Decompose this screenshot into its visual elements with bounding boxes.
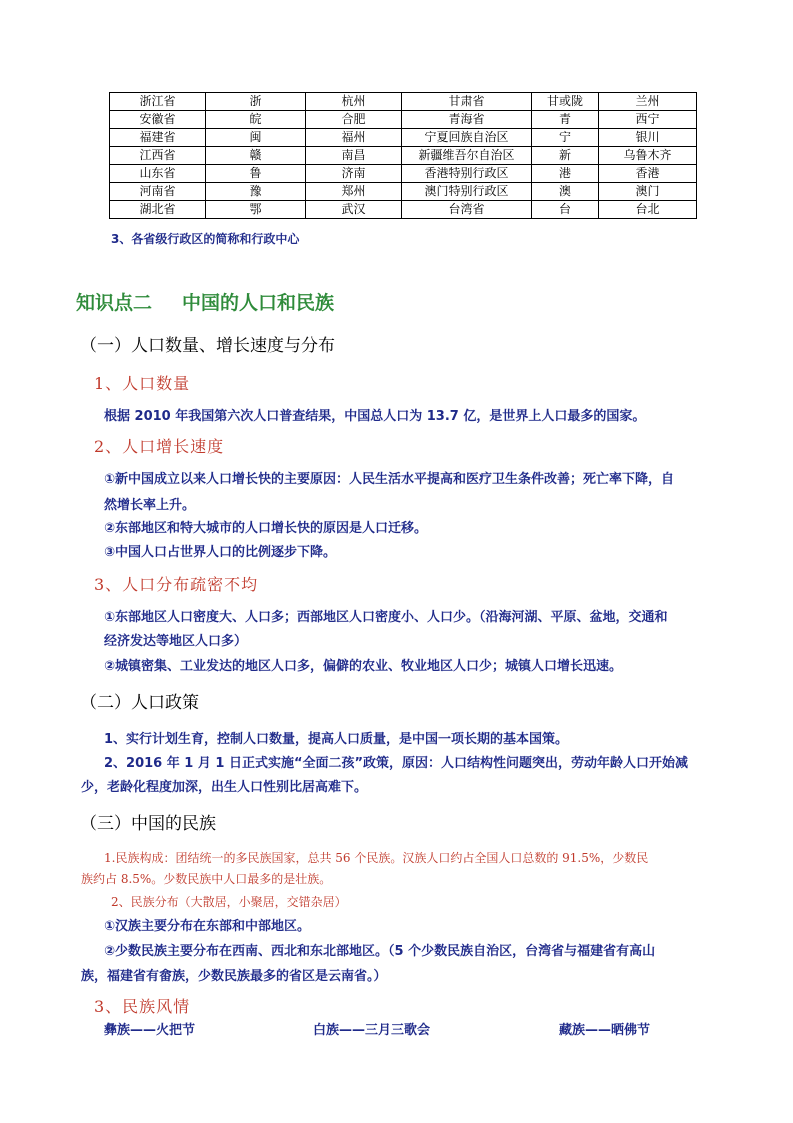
part1-sub3-line3: ②城镇密集、工业发达的地区人口多，偏僻的农业、牧业地区人口少；城镇人口增长迅速。 bbox=[104, 659, 623, 674]
table-row bbox=[110, 111, 697, 129]
part1-sub3-heading: 3、人口分布疏密不均 bbox=[94, 575, 259, 594]
table-cell: 甘肃省 bbox=[402, 93, 532, 111]
custom-bai: 白族——三月三歌会 bbox=[313, 1023, 431, 1038]
part1-sub3-line1: ①东部地区人口密度大、人口多；西部地区人口密度小、人口少。（沿海河湖、平原、盆地，交通和 bbox=[104, 610, 668, 625]
table-cell: 宁 bbox=[532, 129, 599, 147]
part2-line3: 少，老龄化程度加深，出生人口性别比居高难下。 bbox=[81, 780, 368, 795]
table-cell: 浙江省 bbox=[110, 93, 206, 111]
part1-sub2-heading: 2、人口增长速度 bbox=[94, 437, 225, 456]
table-cell: 福州 bbox=[306, 129, 402, 147]
table-cell: 银川 bbox=[599, 129, 697, 147]
part3-ethnic-line1: 1.民族构成：团结统一的多民族国家，总共 56 个民族。汉族人口约占全国人口总数的 91.5%，少数民 bbox=[104, 851, 649, 865]
table-cell: 香港 bbox=[599, 165, 697, 183]
part1-sub3-line2: 经济发达等地区人口多） bbox=[104, 634, 248, 649]
table-cell: 杭州 bbox=[306, 93, 402, 111]
table-cell: 西宁 bbox=[599, 111, 697, 129]
part1-sub2-line1: ①新中国成立以来人口增长快的主要原因：人民生活水平提高和医疗卫生条件改善；死亡率下降，自 bbox=[104, 472, 675, 487]
part1-sub1-text: 根据 2010 年我国第六次人口普查结果，中国总人口为 13.7 亿，是世界上人口最多的国家。 bbox=[104, 409, 646, 424]
part1-sub2-line3: ②东部地区和特大城市的人口增长快的原因是人口迁移。 bbox=[104, 521, 428, 536]
table-cell: 宁夏回族自治区 bbox=[402, 129, 532, 147]
custom-zang: 藏族——晒佛节 bbox=[559, 1023, 651, 1038]
table-cell: 青 bbox=[532, 111, 599, 129]
table-cell: 甘或陇 bbox=[532, 93, 599, 111]
province-table bbox=[109, 92, 697, 219]
table-cell: 台北 bbox=[599, 201, 697, 219]
table-cell: 南昌 bbox=[306, 147, 402, 165]
table-cell: 澳门 bbox=[599, 183, 697, 201]
table-cell: 港 bbox=[532, 165, 599, 183]
table-cell: 合肥 bbox=[306, 111, 402, 129]
table-cell: 郑州 bbox=[306, 183, 402, 201]
table-row bbox=[110, 147, 697, 165]
table-cell: 鲁 bbox=[206, 165, 306, 183]
section-title: 中国的人口和民族 bbox=[182, 292, 335, 314]
part3-customs-heading: 3、民族风情 bbox=[94, 997, 191, 1016]
table-cell: 新 bbox=[532, 147, 599, 165]
table-cell: 湖北省 bbox=[110, 201, 206, 219]
table-cell: 福建省 bbox=[110, 129, 206, 147]
table-cell: 赣 bbox=[206, 147, 306, 165]
table-cell: 乌鲁木齐 bbox=[599, 147, 697, 165]
table-cell: 济南 bbox=[306, 165, 402, 183]
table-cell: 澳门特别行政区 bbox=[402, 183, 532, 201]
part2-line2: 2、2016 年 1 月 1 日正式实施“全面二孩”政策，原因：人口结构性问题突出，劳动年龄人口开始减 bbox=[104, 756, 689, 771]
table-cell: 山东省 bbox=[110, 165, 206, 183]
table-row bbox=[110, 201, 697, 219]
table-row bbox=[110, 129, 697, 147]
table-row bbox=[110, 165, 697, 183]
part3-line3: 族，福建省有畲族，少数民族最多的省区是云南省。） bbox=[81, 969, 387, 984]
table-cell: 台 bbox=[532, 201, 599, 219]
table-row bbox=[110, 93, 697, 111]
table-cell: 鄂 bbox=[206, 201, 306, 219]
table-cell: 台湾省 bbox=[402, 201, 532, 219]
table-cell: 武汉 bbox=[306, 201, 402, 219]
part1-sub1-heading: 1、人口数量 bbox=[94, 374, 191, 393]
part1-sub2-line4: ③中国人口占世界人口的比例逐步下降。 bbox=[104, 545, 337, 560]
table-cell: 闽 bbox=[206, 129, 306, 147]
section-heading bbox=[76, 288, 334, 315]
table-cell: 安徽省 bbox=[110, 111, 206, 129]
part2-heading: （二）人口政策 bbox=[80, 693, 199, 713]
part2-line1: 1、实行计划生育，控制人口数量，提高人口质量，是中国一项长期的基本国策。 bbox=[104, 732, 569, 747]
table-cell: 青海省 bbox=[402, 111, 532, 129]
part3-line2: ②少数民族主要分布在西南、西北和东北部地区。（5 个少数民族自治区，台湾省与福建省有高山 bbox=[104, 944, 656, 959]
table-cell: 豫 bbox=[206, 183, 306, 201]
table-cell: 新疆维吾尔自治区 bbox=[402, 147, 532, 165]
part3-ethnic-line2: 族约占 8.5%。少数民族中人口最多的是壮族。 bbox=[81, 872, 332, 886]
section-label: 知识点二 bbox=[76, 292, 153, 314]
part1-sub2-line2: 然增长率上升。 bbox=[104, 498, 196, 513]
table-row bbox=[110, 183, 697, 201]
table-cell: 江西省 bbox=[110, 147, 206, 165]
part3-distribution-heading: 2、民族分布（大散居，小聚居，交错杂居） bbox=[111, 895, 347, 909]
table-cell: 河南省 bbox=[110, 183, 206, 201]
province-table-body bbox=[110, 93, 697, 219]
table-cell: 浙 bbox=[206, 93, 306, 111]
table-cell: 兰州 bbox=[599, 93, 697, 111]
part3-line1: ①汉族主要分布在东部和中部地区。 bbox=[104, 919, 311, 934]
table-cell: 皖 bbox=[206, 111, 306, 129]
table-cell: 澳 bbox=[532, 183, 599, 201]
table-cell: 香港特别行政区 bbox=[402, 165, 532, 183]
custom-yi: 彝族——火把节 bbox=[104, 1023, 196, 1038]
part1-heading: （一）人口数量、增长速度与分布 bbox=[80, 336, 335, 356]
table-caption: 3、各省级行政区的简称和行政中心 bbox=[111, 232, 300, 246]
part3-heading: （三）中国的民族 bbox=[80, 814, 216, 834]
